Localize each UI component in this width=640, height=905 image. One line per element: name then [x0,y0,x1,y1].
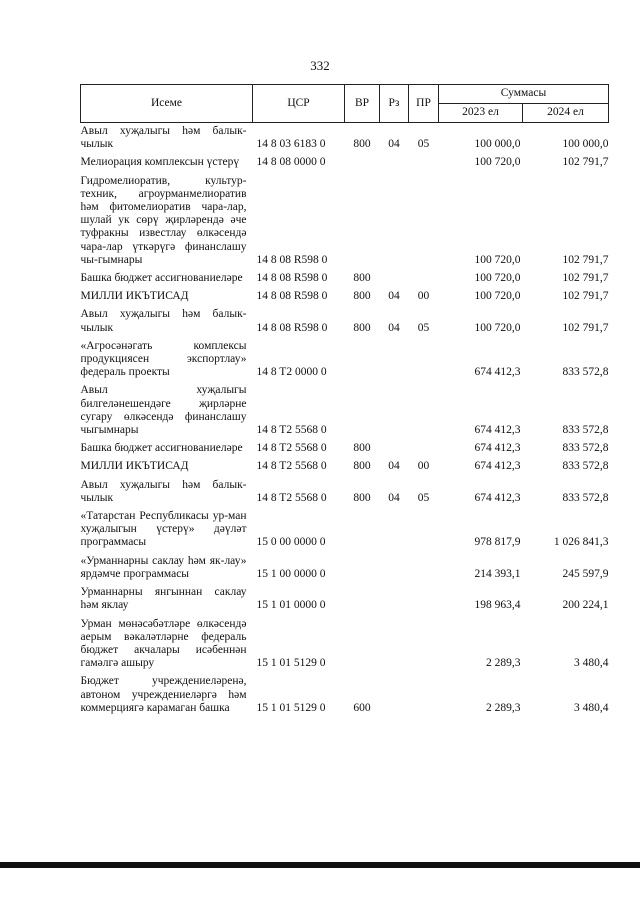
cell-v23: 214 393,1 [474,567,521,580]
page-number: 332 [310,58,330,73]
cell-pr [409,440,439,458]
cell-csr: 14 8 T2 0000 0 [256,366,327,379]
cell-vr: 800 [353,460,371,473]
table-row [81,306,609,337]
scan-edge-bar [0,862,640,868]
cell-v23: 674 412,3 [474,460,521,473]
cell-v24: 833 572,8 [562,442,609,455]
cell-csr: 14 8 08 R598 0 [256,253,328,266]
header-vr: ВР [345,85,380,123]
cell-v24: 100 000,0 [562,138,609,151]
cell-vr: 800 [353,321,371,334]
cell-vr [345,584,380,615]
cell-name: Авыл хуҗалыгы һәм балык-чылык [80,478,247,504]
table-row [81,382,609,440]
cell-v24: 102 791,7 [562,290,609,303]
cell-csr: 15 1 01 5129 0 [256,657,326,670]
cell-name: МИЛЛИ ИКЪТИСАД [80,290,189,303]
cell-v23: 100 720,0 [474,290,521,303]
cell-csr: 14 8 08 R598 0 [256,321,328,334]
cell-name: МИЛЛИ ИКЪТИСАД [80,460,189,473]
cell-pr [409,338,439,383]
cell-pr [409,270,439,288]
cell-rz: 04 [388,138,400,151]
table-body [81,123,609,718]
cell-pr [409,508,439,553]
cell-vr: 800 [353,290,371,303]
table-header [81,85,609,123]
cell-v23: 100 720,0 [474,321,521,334]
cell-pr [409,553,439,584]
cell-name: Авыл хуҗалыгы һәм балык-чылык [80,308,247,334]
cell-v23: 674 412,3 [474,424,521,437]
cell-rz [380,673,409,718]
cell-v24: 3 480,4 [574,701,609,714]
cell-vr: 800 [353,442,371,455]
cell-v23: 2 289,3 [486,701,521,714]
cell-rz [380,173,409,270]
table-row [81,553,609,584]
cell-rz: 04 [388,460,400,473]
table-row [81,616,609,674]
cell-pr: 05 [417,321,430,334]
cell-pr [409,584,439,615]
cell-v24: 3 480,4 [574,657,609,670]
cell-vr [345,553,380,584]
cell-rz [380,508,409,553]
table-row [81,123,609,155]
cell-pr [409,154,439,172]
cell-rz: 04 [388,321,400,334]
cell-vr [345,382,380,440]
header-name: Исеме [81,85,253,123]
cell-vr: 800 [353,491,371,504]
cell-rz [380,382,409,440]
cell-rz [380,553,409,584]
cell-vr: 800 [353,272,371,285]
cell-rz [380,440,409,458]
cell-csr: 15 0 00 0000 0 [256,536,326,549]
cell-v24: 102 791,7 [562,321,609,334]
cell-v23: 674 412,3 [474,442,521,455]
cell-vr [345,508,380,553]
cell-pr: 05 [417,491,430,504]
cell-v23: 198 963,4 [474,599,521,612]
header-year-2024: 2024 ел [523,104,609,123]
cell-v24: 102 791,7 [562,272,609,285]
header-pr: ПР [409,85,439,123]
table-row [81,477,609,508]
cell-pr: 00 [417,460,430,473]
cell-csr: 14 8 T2 5568 0 [256,442,327,455]
cell-name: Гидромелиоратив, культур-техник, агроурманмелиоратив һәм фитомелиоратив чара-лар, шулай ук сөрү җирләрендә әче туфракны известлау өлкәсендә чара-лар үткәрүгә финанслашу чы-гымнары [80,174,247,266]
cell-name: «Урманнарны саклау һәм як-лау» ярдәмче программасы [80,554,247,580]
cell-v23: 100 720,0 [474,253,521,266]
cell-v23: 978 817,9 [474,536,521,549]
table-row [81,673,609,718]
cell-csr: 15 1 00 0000 0 [256,567,326,580]
header-sums: Суммасы [439,85,609,104]
cell-v24: 245 597,9 [562,567,609,580]
table-row [81,288,609,306]
cell-name: Урманнарны янгыннан саклау һәм яклау [80,586,247,612]
cell-name: Урман мөнәсәбәтләре өлкәсендә аерым вәкаләтләрне федераль бюджет акчалары исәбеннән гамәлгә ашыру [80,617,247,670]
cell-pr [409,173,439,270]
cell-rz [380,338,409,383]
cell-name: Мелиорация комплексын үстерү [80,156,240,169]
cell-vr [345,338,380,383]
cell-v24: 102 791,7 [562,253,609,266]
cell-v23: 100 000,0 [474,138,521,151]
header-year-2023: 2023 ел [439,104,523,123]
cell-v23: 100 720,0 [474,272,521,285]
cell-rz [380,154,409,172]
cell-v24: 833 572,8 [562,491,609,504]
cell-rz: 04 [388,290,400,303]
cell-v23: 674 412,3 [474,366,521,379]
cell-vr: 600 [353,701,371,714]
cell-name: Башка бюджет ассигнованиеләре [80,442,243,455]
table-row [81,508,609,553]
table-row [81,440,609,458]
table-row [81,338,609,383]
cell-name: «Татарстан Республикасы ур-ман хуҗалыгын үстерү» дәүләт программасы [80,510,247,549]
header-csr: ЦСР [253,85,345,123]
table-row [81,173,609,270]
table-row [81,154,609,172]
cell-csr: 14 8 T2 5568 0 [256,491,327,504]
cell-pr: 00 [417,290,430,303]
cell-pr [409,616,439,674]
cell-name: Бюджет учреждениеләренә, автоном учреждениеләргә һәм коммерциягә карамаган башка [80,675,247,714]
cell-rz [380,270,409,288]
cell-v23: 674 412,3 [474,491,521,504]
cell-csr: 14 8 08 0000 0 [256,156,326,169]
cell-pr [409,673,439,718]
table-row [81,270,609,288]
cell-rz: 04 [388,491,400,504]
cell-vr [345,154,380,172]
header-rz: Рз [380,85,409,123]
cell-vr [345,616,380,674]
cell-v24: 833 572,8 [562,424,609,437]
cell-csr: 15 1 01 5129 0 [256,701,326,714]
cell-pr: 05 [417,138,430,151]
cell-name: Авыл хуҗалыгы һәм балык-чылык [80,125,247,151]
cell-vr [345,173,380,270]
cell-v24: 200 224,1 [562,599,609,612]
cell-name: «Агросәнәгать комплексы продукциясен экспортлау» федераль проекты [80,339,247,379]
cell-csr: 14 8 03 6183 0 [256,138,326,151]
table-row [81,584,609,615]
cell-rz [380,584,409,615]
cell-csr: 14 8 T2 5568 0 [256,460,327,473]
cell-pr [409,382,439,440]
cell-v24: 102 791,7 [562,156,609,169]
cell-v24: 1 026 841,3 [553,536,609,549]
cell-v24: 833 572,8 [562,460,609,473]
cell-csr: 14 8 T2 5568 0 [256,424,327,437]
cell-vr: 800 [353,138,371,151]
cell-csr: 14 8 08 R598 0 [256,272,328,285]
cell-v23: 2 289,3 [486,657,521,670]
table-row [81,458,609,476]
budget-table [80,84,609,718]
cell-csr: 14 8 08 R598 0 [256,290,328,303]
cell-name: Башка бюджет ассигнованиеләре [80,272,243,285]
cell-v24: 833 572,8 [562,366,609,379]
cell-name: Авыл хуҗалыгы билгеләнешендәге җирләрне сугару өлкәсендә финанслашу чыгымнары [80,384,247,437]
cell-v23: 100 720,0 [474,156,521,169]
cell-csr: 15 1 01 0000 0 [256,599,326,612]
cell-rz [380,616,409,674]
